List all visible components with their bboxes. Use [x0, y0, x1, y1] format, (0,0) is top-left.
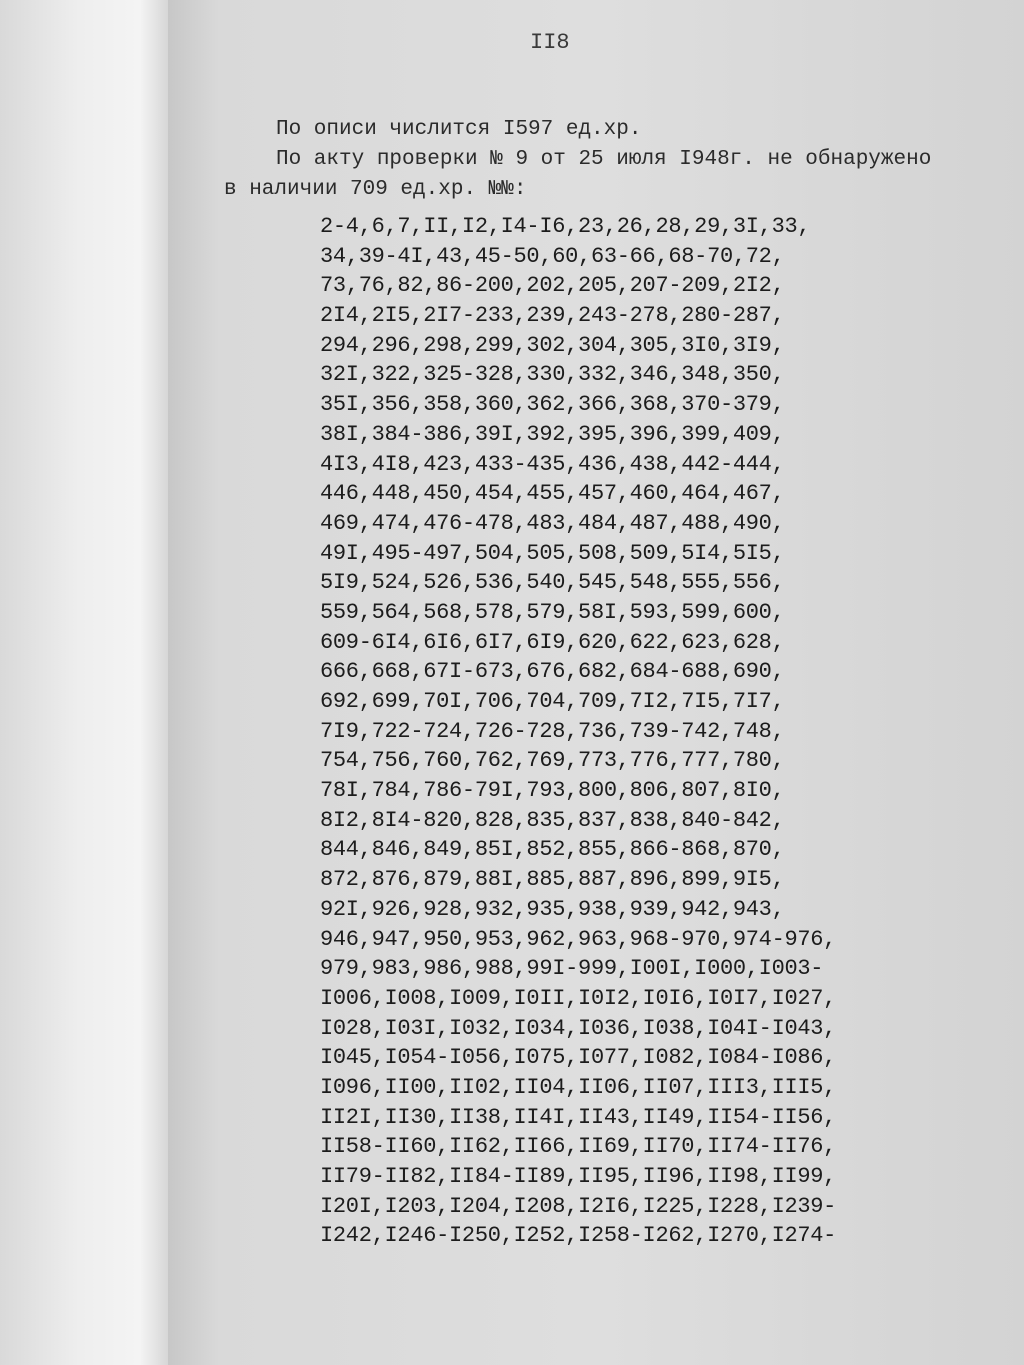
list-line: 872,876,879,88I,885,887,896,899,9I5,	[320, 867, 785, 893]
list-line: I096,II00,II02,II04,II06,II07,III3,III5,	[320, 1074, 837, 1100]
list-line: II58-II60,II62,II66,II69,II70,II74-II76,	[320, 1134, 837, 1160]
list-line: I006,I008,I009,I0II,I0I2,I0I6,I0I7,I027,	[320, 985, 837, 1011]
list-line: 8I2,8I4-820,828,835,837,838,840-842,	[320, 807, 785, 833]
list-line: 559,564,568,578,579,58I,593,599,600,	[320, 599, 785, 625]
list-line: 38I,384-386,39I,392,395,396,399,409,	[320, 421, 785, 447]
list-line: 4I3,4I8,423,433-435,436,438,442-444,	[320, 451, 785, 477]
list-line: 469,474,476-478,483,484,487,488,490,	[320, 510, 785, 536]
list-line: I242,I246-I250,I252,I258-I262,I270,I274-	[320, 1223, 837, 1249]
list-line: 666,668,67I-673,676,682,684-688,690,	[320, 659, 785, 685]
list-line: 92I,926,928,932,935,938,939,942,943,	[320, 896, 785, 922]
list-line: 78I,784,786-79I,793,800,806,807,8I0,	[320, 778, 785, 804]
list-line: 34,39-4I,43,45-50,60,63-66,68-70,72,	[320, 243, 785, 269]
list-line: 609-6I4,6I6,6I7,6I9,620,622,623,628,	[320, 629, 785, 655]
list-line: 2I4,2I5,2I7-233,239,243-278,280-287,	[320, 303, 785, 329]
list-line: 979,983,986,988,99I-999,I00I,I000,I003-	[320, 956, 824, 982]
list-line: 5I9,524,526,536,540,545,548,555,556,	[320, 570, 785, 596]
list-line: II79-II82,II84-II89,II95,II96,II98,II99,	[320, 1164, 837, 1189]
list-line: 35I,356,358,360,362,366,368,370-379,	[320, 392, 785, 418]
list-line: 754,756,760,762,769,773,776,777,780,	[320, 748, 785, 774]
list-line: 446,448,450,454,455,457,460,464,467,	[320, 481, 785, 507]
list-line: I20I,I203,I204,I208,I2I6,I225,I228,I239-	[320, 1193, 837, 1219]
list-line: II2I,II30,II38,II4I,II43,II49,II54-II56,	[320, 1104, 837, 1130]
list-line: 844,846,849,85I,852,855,866-868,870,	[320, 837, 785, 863]
list-line: 294,296,298,299,302,304,305,3I0,3I9,	[320, 332, 785, 358]
list-line: 7I9,722-724,726-728,736,739-742,748,	[320, 718, 785, 744]
page-number: II8	[530, 30, 570, 55]
list-line: I045,I054-I056,I075,I077,I082,I084-I086,	[320, 1045, 837, 1071]
list-line: 49I,495-497,504,505,508,509,5I4,5I5,	[320, 540, 785, 566]
list-line: I028,I03I,I032,I034,I036,I038,I04I-I043,	[320, 1015, 837, 1041]
intro-line-1: По описи числится I597 ед.хр.	[276, 118, 642, 141]
list-line: 692,699,70I,706,704,709,7I2,7I5,7I7,	[320, 689, 785, 714]
left-page-margin	[0, 0, 175, 1365]
list-line: 946,947,950,953,962,963,968-970,974-976,	[320, 926, 837, 952]
intro-line-2: По акту проверки № 9 от 25 июля I948г. не обнаружено	[276, 148, 932, 171]
list-line: 32I,322,325-328,330,332,346,348,350,	[320, 362, 785, 388]
missing-items-list	[320, 212, 840, 1251]
list-line: 73,76,82,86-200,202,205,207-209,2I2,	[320, 273, 785, 299]
intro-line-3: в наличии 709 ед.хр. №№:	[224, 178, 527, 201]
list-line: 2-4,6,7,II,I2,I4-I6,23,26,28,29,3I,33,	[320, 214, 811, 239]
